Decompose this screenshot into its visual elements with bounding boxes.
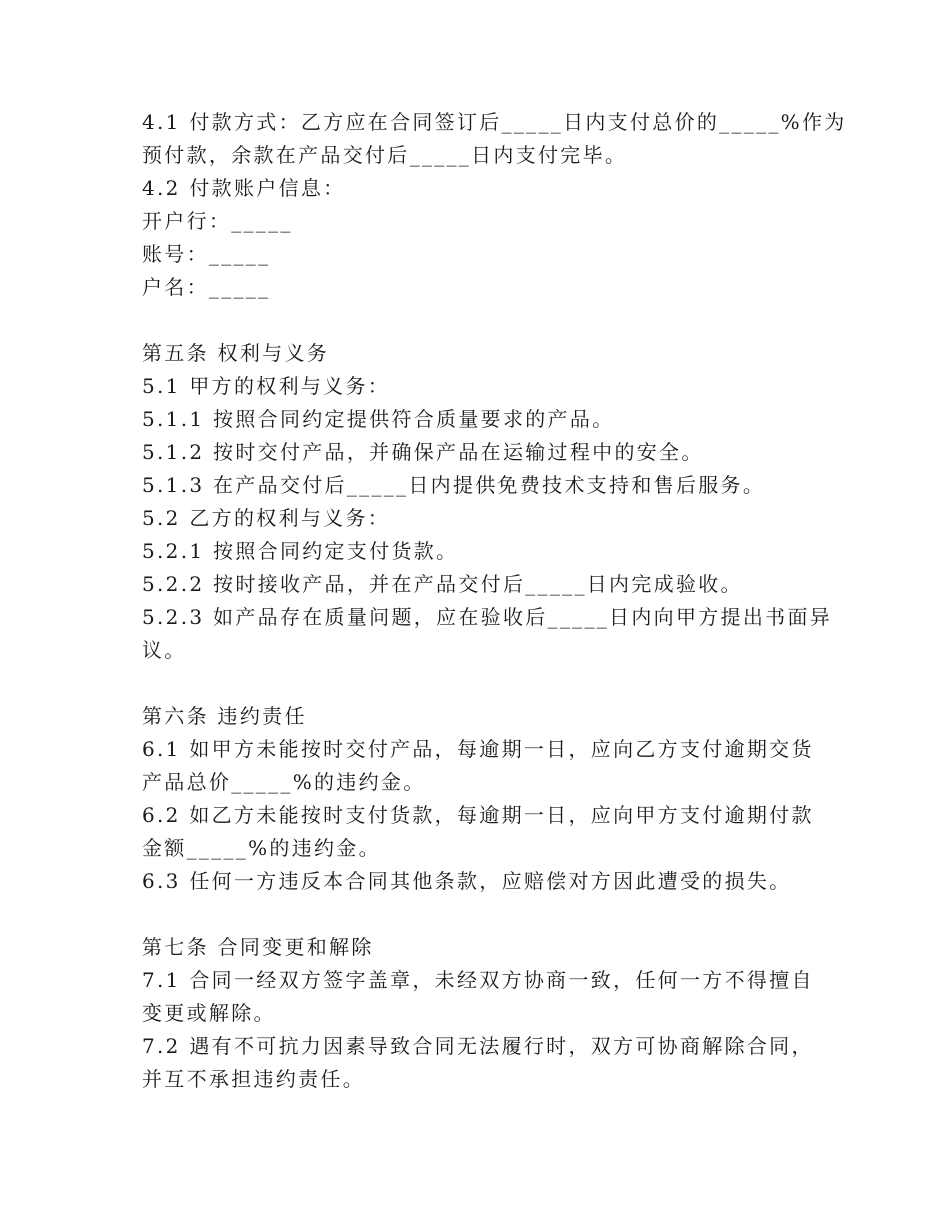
clause-6-2-line-1: 6.2 如乙方未能按时支付货款，每逾期一日，应向甲方支付逾期付款 xyxy=(142,803,814,827)
clause-5-1-3: 5.1.3 在产品交付后_____日内提供免费技术支持和售后服务。 xyxy=(142,473,766,497)
clause-5-1: 5.1 甲方的权利与义务： xyxy=(142,374,391,398)
article-7-heading: 第七条 合同变更和解除 xyxy=(142,935,374,959)
paragraph-gap xyxy=(142,898,812,931)
clause-4-1-line-2: 预付款，余款在产品交付后_____日内支付完毕。 xyxy=(142,143,628,167)
clause-5-1-2: 5.1.2 按时交付产品，并确保产品在运输过程中的安全。 xyxy=(142,440,704,464)
article-5-heading: 第五条 权利与义务 xyxy=(142,341,330,365)
clause-7-1-line-2: 变更或解除。 xyxy=(142,1001,276,1025)
clause-4-1-line-1: 4.1 付款方式：乙方应在合同签订后_____日内支付总价的_____%作为 xyxy=(142,110,847,134)
clause-5-2-3-line-1: 5.2.3 如产品存在质量问题，应在验收后_____日内向甲方提出书面异 xyxy=(142,605,833,629)
paragraph-gap xyxy=(142,304,812,337)
clause-5-2-3-line-2: 议。 xyxy=(142,638,187,662)
contract-text xyxy=(142,106,847,1096)
clause-5-1-1: 5.1.1 按照合同约定提供符合质量要求的产品。 xyxy=(142,407,615,431)
paragraph-gap xyxy=(142,667,812,700)
clause-5-2-2: 5.2.2 按时接收产品，并在产品交付后_____日内完成验收。 xyxy=(142,572,743,596)
clause-6-2-line-2: 金额_____%的违约金。 xyxy=(142,836,381,860)
clause-5-2-1: 5.2.1 按照合同约定支付货款。 xyxy=(142,539,459,563)
clause-7-2-line-1: 7.2 遇有不可抗力因素导致合同无法履行时，双方可协商解除合同， xyxy=(142,1034,814,1058)
account-name-field: 户名：_____ xyxy=(142,275,271,299)
article-6-heading: 第六条 违约责任 xyxy=(142,704,307,728)
clause-7-1-line-1: 7.1 合同一经双方签字盖章，未经双方协商一致，任何一方不得擅自 xyxy=(142,968,814,992)
clause-7-2-line-2: 并互不承担违约责任。 xyxy=(142,1067,365,1091)
clause-6-1-line-1: 6.1 如甲方未能按时交付产品，每逾期一日，应向乙方支付逾期交货 xyxy=(142,737,814,761)
bank-name-field: 开户行：_____ xyxy=(142,209,293,233)
clause-4-2: 4.2 付款账户信息： xyxy=(142,176,346,200)
account-number-field: 账号：_____ xyxy=(142,242,271,266)
clause-6-3: 6.3 任何一方违反本合同其他条款，应赔偿对方因此遭受的损失。 xyxy=(142,869,792,893)
clause-5-2: 5.2 乙方的权利与义务： xyxy=(142,506,391,530)
clause-6-1-line-2: 产品总价_____%的违约金。 xyxy=(142,770,426,794)
